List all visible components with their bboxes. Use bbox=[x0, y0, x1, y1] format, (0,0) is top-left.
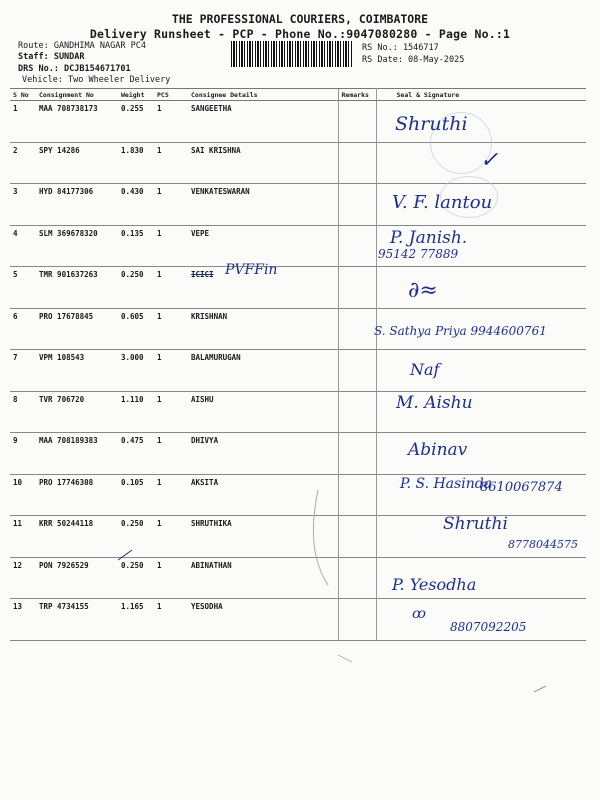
col-sno: S No bbox=[10, 89, 36, 101]
pcs: 1 bbox=[154, 101, 188, 143]
consignee: SAI KRISHNA bbox=[188, 142, 338, 184]
drs-number: DRS No.: DCJB154671701 bbox=[18, 64, 131, 74]
consignment-no: VPM 108543 bbox=[36, 350, 118, 392]
pcs: 1 bbox=[154, 557, 188, 599]
col-remarks: Remarks bbox=[338, 89, 376, 101]
company-title: THE PROFESSIONAL COURIERS, COIMBATORE bbox=[171, 12, 429, 26]
pcs: 1 bbox=[154, 391, 188, 433]
sno: 4 bbox=[10, 225, 36, 267]
handwritten-mark: ✓ bbox=[480, 148, 499, 173]
handwritten-signature: Naf bbox=[410, 360, 440, 379]
pcs: 1 bbox=[154, 142, 188, 184]
handwritten-signature: P. Janish. bbox=[390, 228, 468, 248]
weight: 1.830 bbox=[118, 142, 154, 184]
handwritten-signature: M. Aishu bbox=[396, 393, 473, 413]
sno: 10 bbox=[10, 474, 36, 516]
pcs: 1 bbox=[154, 599, 188, 641]
pcs: 1 bbox=[154, 516, 188, 558]
consignee: SANGEETHA bbox=[188, 101, 338, 143]
staff-label: Staff: SUNDAR bbox=[18, 52, 85, 62]
consignment-no: PRO 17678845 bbox=[36, 308, 118, 350]
pcs: 1 bbox=[154, 225, 188, 267]
handwritten-phone: 8610067874 bbox=[480, 480, 563, 495]
pcs: 1 bbox=[154, 308, 188, 350]
consignee: ICICI bbox=[188, 267, 338, 309]
col-consignment: Consignment No bbox=[36, 89, 118, 101]
weight: 0.135 bbox=[118, 225, 154, 267]
sno: 8 bbox=[10, 391, 36, 433]
weight: 3.000 bbox=[118, 350, 154, 392]
pcs: 1 bbox=[154, 350, 188, 392]
sno: 7 bbox=[10, 350, 36, 392]
consignee: VENKATESWARAN bbox=[188, 184, 338, 226]
sno: 1 bbox=[10, 101, 36, 143]
consignment-no: PON 7926529 bbox=[36, 557, 118, 599]
handwritten-phone: 8778044575 bbox=[508, 538, 578, 551]
handwritten-phone: 8807092205 bbox=[450, 620, 527, 634]
handwritten-signature: S. Sathya Priya 9944600761 bbox=[374, 324, 547, 338]
route-label: Route: GANDHIMA NAGAR PC4 bbox=[18, 41, 146, 51]
sno: 12 bbox=[10, 557, 36, 599]
sno: 2 bbox=[10, 142, 36, 184]
consignee: YESODHA bbox=[188, 599, 338, 641]
consignee: BALAMURUGAN bbox=[188, 350, 338, 392]
weight: 0.250 bbox=[118, 557, 154, 599]
handwritten-signature: Shruthi bbox=[395, 113, 468, 135]
weight: 0.605 bbox=[118, 308, 154, 350]
col-weight: Weight bbox=[118, 89, 154, 101]
consignee: DHIVYA bbox=[188, 433, 338, 475]
sno: 9 bbox=[10, 433, 36, 475]
weight: 1.110 bbox=[118, 391, 154, 433]
sno: 11 bbox=[10, 516, 36, 558]
pcs: 1 bbox=[154, 474, 188, 516]
consignment-no: TRP 4734155 bbox=[36, 599, 118, 641]
consignee: AKSITA bbox=[188, 474, 338, 516]
runsheet-subtitle: Delivery Runsheet - PCP - Phone No.:9047080280 - Page No.:1 bbox=[89, 27, 511, 41]
handwritten-signature: V. F. lantou bbox=[392, 192, 493, 213]
consignee: SHRUTHIKA bbox=[188, 516, 338, 558]
vehicle-label: Vehicle: Two Wheeler Delivery bbox=[22, 75, 171, 85]
handwritten-correction: PVFFin bbox=[225, 262, 278, 278]
sno: 3 bbox=[10, 184, 36, 226]
consignee: ABINATHAN bbox=[188, 557, 338, 599]
handwritten-signature: P. Yesodha bbox=[392, 575, 477, 594]
consignment-no: HYD 84177306 bbox=[36, 184, 118, 226]
weight: 0.105 bbox=[118, 474, 154, 516]
handwritten-signature: P. S. Hasinda bbox=[400, 476, 493, 492]
consignment-no: TMR 901637263 bbox=[36, 267, 118, 309]
consignment-no: SLM 369678320 bbox=[36, 225, 118, 267]
consignment-no: KRR 50244118 bbox=[36, 516, 118, 558]
pcs: 1 bbox=[154, 267, 188, 309]
consignee: AISHU bbox=[188, 391, 338, 433]
consignee: VEPE bbox=[188, 225, 338, 267]
consignment-no: PRO 17746308 bbox=[36, 474, 118, 516]
weight: 0.430 bbox=[118, 184, 154, 226]
rs-date: RS Date: 08-May-2025 bbox=[362, 55, 465, 65]
col-pcs: PCS bbox=[154, 89, 188, 101]
handwritten-signature: Abinav bbox=[408, 440, 468, 460]
consignment-no: SPY 14286 bbox=[36, 142, 118, 184]
pcs: 1 bbox=[154, 184, 188, 226]
weight: 0.255 bbox=[118, 101, 154, 143]
sno: 13 bbox=[10, 599, 36, 641]
weight: 1.165 bbox=[118, 599, 154, 641]
sno: 6 bbox=[10, 308, 36, 350]
handwritten-phone: 95142 77889 bbox=[378, 247, 459, 261]
col-signature: Seal & Signature bbox=[376, 89, 586, 101]
handwritten-mark: ꝏ bbox=[412, 606, 426, 622]
col-consignee: Consignee Details bbox=[188, 89, 338, 101]
handwritten-mark: ∂≈ bbox=[408, 278, 438, 303]
handwritten-signature: Shruthi bbox=[443, 514, 508, 534]
weight: 0.475 bbox=[118, 433, 154, 475]
consignment-no: MAA 708738173 bbox=[36, 101, 118, 143]
weight: 0.250 bbox=[118, 267, 154, 309]
pcs: 1 bbox=[154, 433, 188, 475]
weight: 0.250 bbox=[118, 516, 154, 558]
rs-number: RS No.: 1546717 bbox=[362, 43, 439, 53]
sno: 5 bbox=[10, 267, 36, 309]
consignee: KRISHNAN bbox=[188, 308, 338, 350]
consignment-no: TVR 706720 bbox=[36, 391, 118, 433]
consignment-no: MAA 708189383 bbox=[36, 433, 118, 475]
